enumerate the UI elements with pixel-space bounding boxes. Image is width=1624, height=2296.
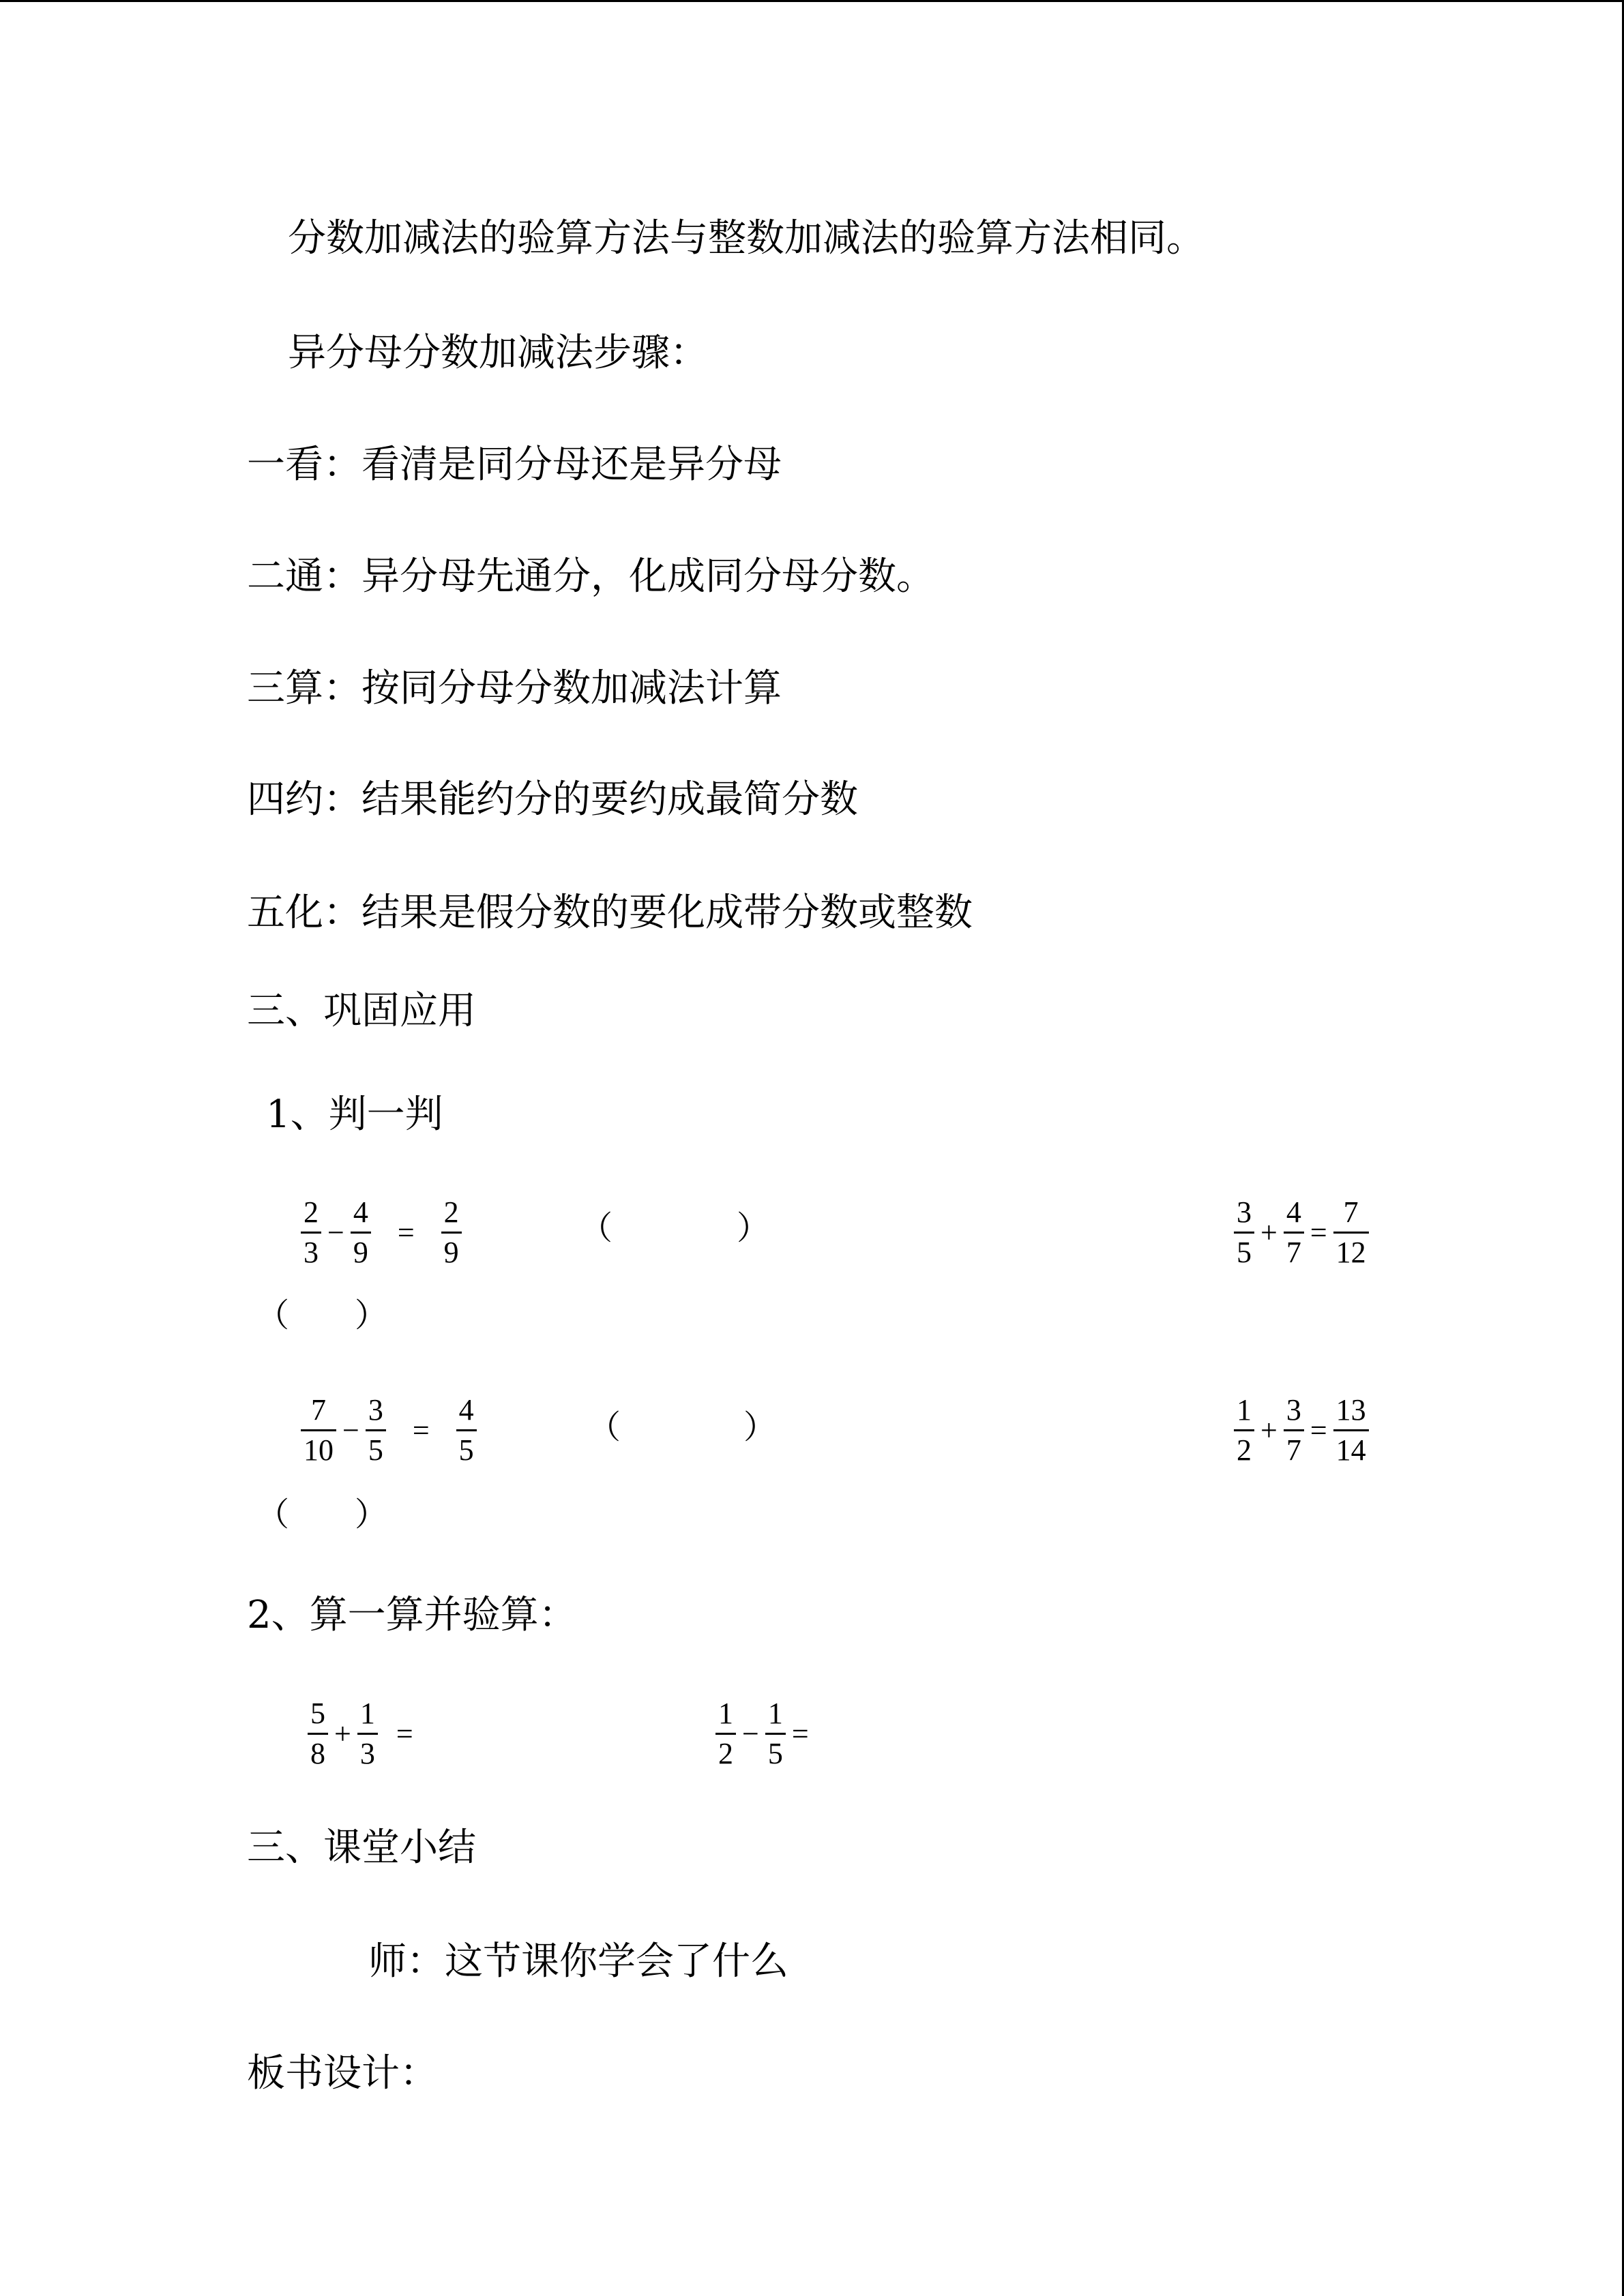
plus-sign: + [1260, 1215, 1278, 1249]
fraction: $\frac{7}{10}$ [301, 1391, 336, 1470]
fraction: $\frac{1}{2}$ [715, 1695, 736, 1773]
plus-sign: + [334, 1716, 351, 1750]
answer-paren-open: （ [256, 1298, 290, 1334]
fraction: $\frac{4}{9}$ [351, 1193, 371, 1272]
step-reduce: 四约：结果能约分的要约成最简分数 [247, 777, 858, 822]
answer-paren-open: （ [580, 1210, 613, 1247]
paragraph-verification-method: 分数加减法的验算方法与整数加减法的验算方法相同。 [288, 216, 1205, 260]
teacher-question: 师：这节课你学会了什么 [368, 1939, 788, 1984]
calc-heading: 2、算一算并验算： [247, 1593, 577, 1637]
step-common-denominator: 二通：异分母先通分，化成同分母分数。 [247, 554, 934, 599]
equals-sign: = [1310, 1413, 1327, 1447]
fraction: $\frac{13}{14}$ [1333, 1391, 1369, 1470]
minus-sign: − [342, 1413, 359, 1447]
answer-paren-open: （ [588, 1410, 621, 1446]
judge-heading: 1、判一判 [266, 1092, 443, 1137]
fraction: $\frac{2}{3}$ [301, 1193, 321, 1272]
judge-expr-3 [299, 1391, 479, 1470]
judge-expr-1 [299, 1193, 464, 1272]
judge-expr-2 [1232, 1193, 1371, 1272]
equals-sign: = [397, 1215, 415, 1249]
answer-paren-close: ） [737, 1210, 770, 1247]
fraction: $\frac{2}{9}$ [441, 1193, 462, 1272]
answer-paren-close: ） [355, 1298, 388, 1334]
step-convert: 五化：结果是假分数的要化成带分数或整数 [247, 891, 973, 935]
equals-sign: = [412, 1413, 430, 1447]
step-look: 一看：看清是同分母还是异分母 [247, 443, 782, 487]
fraction: $\frac{3}{7}$ [1284, 1391, 1304, 1470]
minus-sign: − [327, 1215, 344, 1249]
fraction: $\frac{3}{5}$ [366, 1391, 386, 1470]
equals-sign: = [1310, 1215, 1327, 1249]
fraction: $\frac{4}{5}$ [456, 1391, 477, 1470]
fraction: $\frac{3}{5}$ [1234, 1193, 1254, 1272]
fraction: $\frac{7}{12}$ [1333, 1193, 1369, 1272]
board-design-heading: 板书设计： [247, 2051, 438, 2096]
step-calculate: 三算：按同分母分数加减法计算 [247, 666, 782, 711]
plus-sign: + [1260, 1413, 1278, 1447]
heading-steps: 异分母分数加减法步骤： [288, 331, 708, 375]
equals-sign: = [396, 1716, 413, 1750]
minus-sign: − [742, 1716, 759, 1750]
fraction: $\frac{1}{2}$ [1234, 1391, 1254, 1470]
equals-sign: = [791, 1716, 809, 1750]
answer-paren-close: ） [743, 1410, 777, 1446]
calc-expr-1 [306, 1695, 417, 1773]
fraction: $\frac{1}{3}$ [357, 1695, 378, 1773]
fraction: $\frac{5}{8}$ [308, 1695, 328, 1773]
fraction: $\frac{4}{7}$ [1284, 1193, 1304, 1272]
answer-paren-close: ） [355, 1497, 388, 1533]
section-summary-heading: 三、课堂小结 [247, 1825, 476, 1870]
answer-paren-open: （ [256, 1497, 290, 1533]
fraction: $\frac{1}{5}$ [765, 1695, 786, 1773]
calc-expr-2 [713, 1695, 813, 1773]
judge-expr-4 [1232, 1391, 1371, 1470]
section-practice-heading: 三、巩固应用 [247, 989, 476, 1033]
page-border-top [0, 0, 1624, 2]
